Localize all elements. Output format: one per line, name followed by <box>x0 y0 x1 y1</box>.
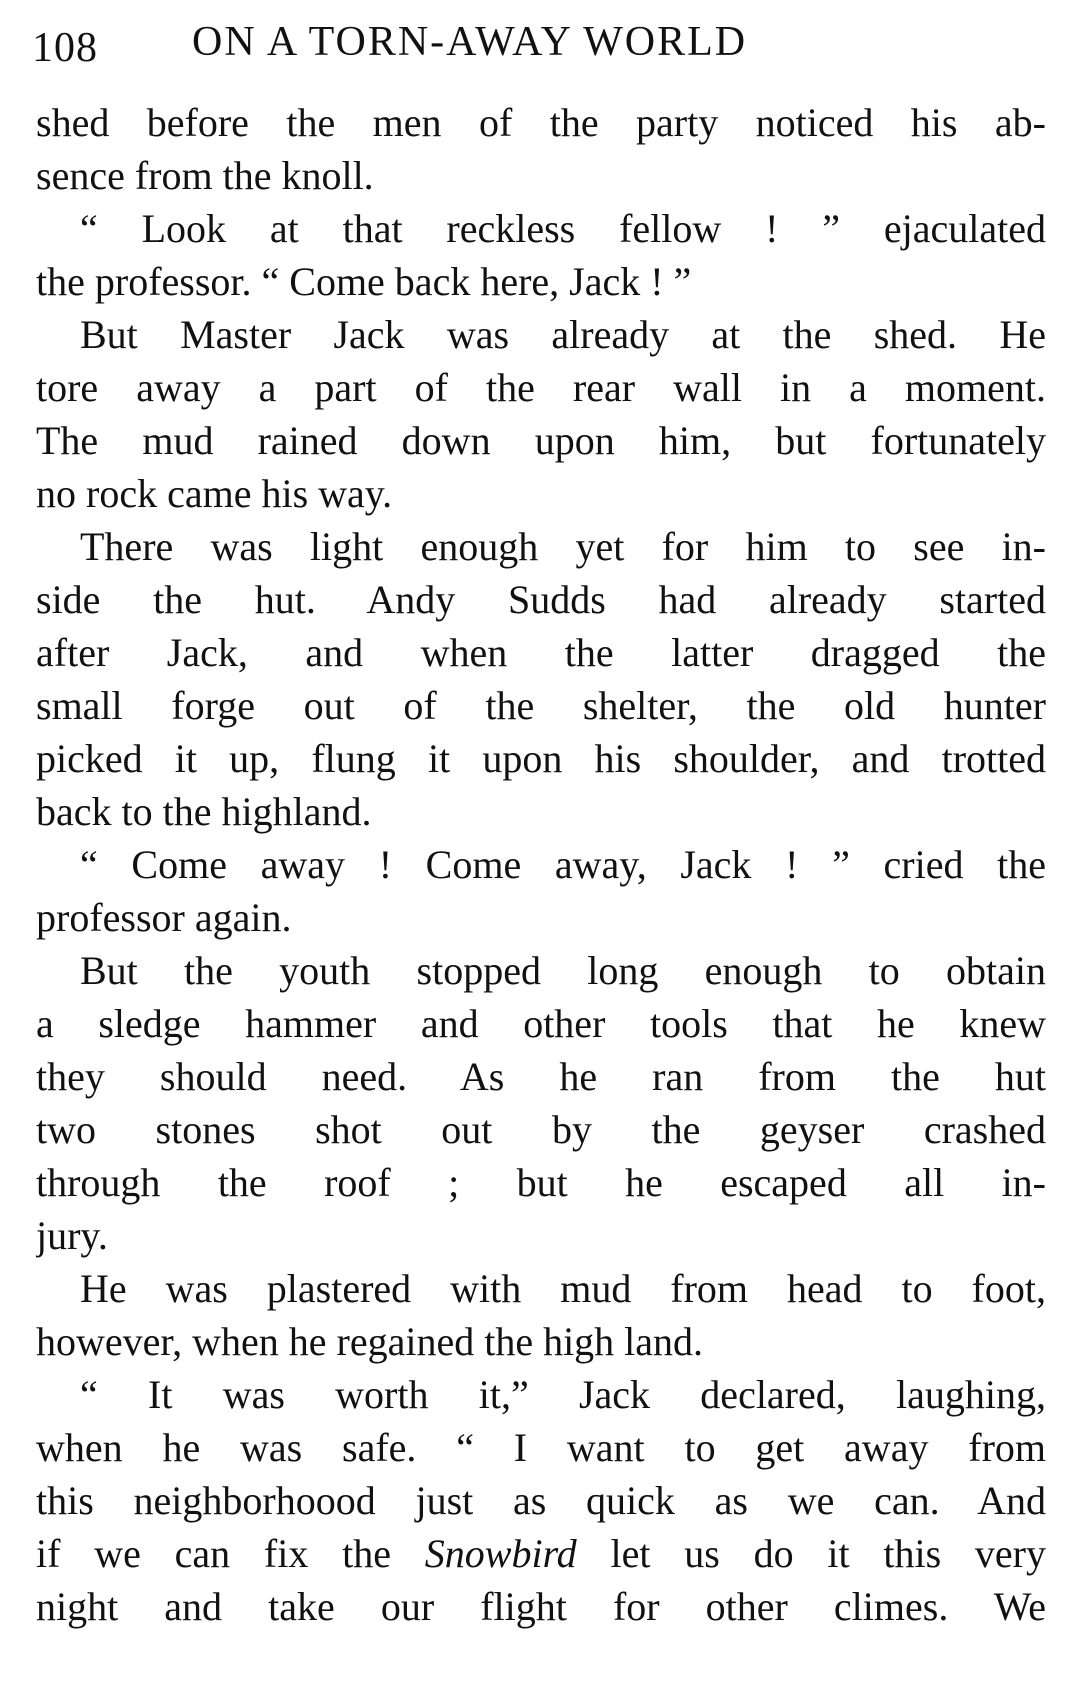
text-line: however, when he regained the high land. <box>36 1319 704 1364</box>
page-number: 108 <box>32 25 98 71</box>
text-line: But the youth stopped long enough to obtain <box>80 948 1046 993</box>
text-line: no rock came his way. <box>36 471 393 516</box>
text-line: tore away a part of the rear wall in a moment. <box>36 365 1046 410</box>
text-line: “ Look at that reckless fellow ! ” ejaculated <box>80 206 1046 251</box>
text-line: when he was safe. “ I want to get away from <box>36 1425 1046 1470</box>
body-text <box>36 96 1046 1633</box>
running-title: ON A TORN-AWAY WORLD <box>192 19 748 65</box>
text-line: after Jack, and when the latter dragged the <box>36 630 1046 675</box>
text-line: shed before the men of the party noticed his ab- <box>36 100 1046 145</box>
running-header <box>32 14 1042 74</box>
text-line-with-italic <box>36 1527 1046 1580</box>
text-line: back to the highland. <box>36 789 372 834</box>
text-line: professor again. <box>36 895 292 940</box>
text-line: side the hut. Andy Sudds had already started <box>36 577 1046 622</box>
text-line: they should need. As he ran from the hut <box>36 1054 1046 1099</box>
text-line: a sledge hammer and other tools that he knew <box>36 1001 1046 1046</box>
text-line: jury. <box>36 1213 108 1258</box>
text-line: small forge out of the shelter, the old hunter <box>36 683 1046 728</box>
text-line: picked it up, flung it upon his shoulder, and trotted <box>36 736 1046 781</box>
text-line: But Master Jack was already at the shed. He <box>80 312 1046 357</box>
text-line: the professor. “ Come back here, Jack ! ” <box>36 259 692 304</box>
text-line: The mud rained down upon him, but fortunately <box>36 418 1046 463</box>
text-line: through the roof ; but he escaped all in- <box>36 1160 1046 1205</box>
ship-name-italic: Snowbird <box>424 1531 577 1576</box>
text-line: “ It was worth it,” Jack declared, laughing, <box>80 1372 1046 1417</box>
text-line: night and take our flight for other climes. We <box>36 1584 1046 1629</box>
text-line: two stones shot out by the geyser crashed <box>36 1107 1046 1152</box>
text-line: There was light enough yet for him to see in- <box>80 524 1046 569</box>
text-line: this neighborhoood just as quick as we can. And <box>36 1478 1046 1523</box>
text-segment: let us do it this very <box>576 1531 1046 1576</box>
text-segment: if we can fix the <box>36 1531 425 1576</box>
text-line: He was plastered with mud from head to foot, <box>80 1266 1046 1311</box>
text-line: “ Come away ! Come away, Jack ! ” cried the <box>80 842 1046 887</box>
text-line: sence from the knoll. <box>36 153 374 198</box>
